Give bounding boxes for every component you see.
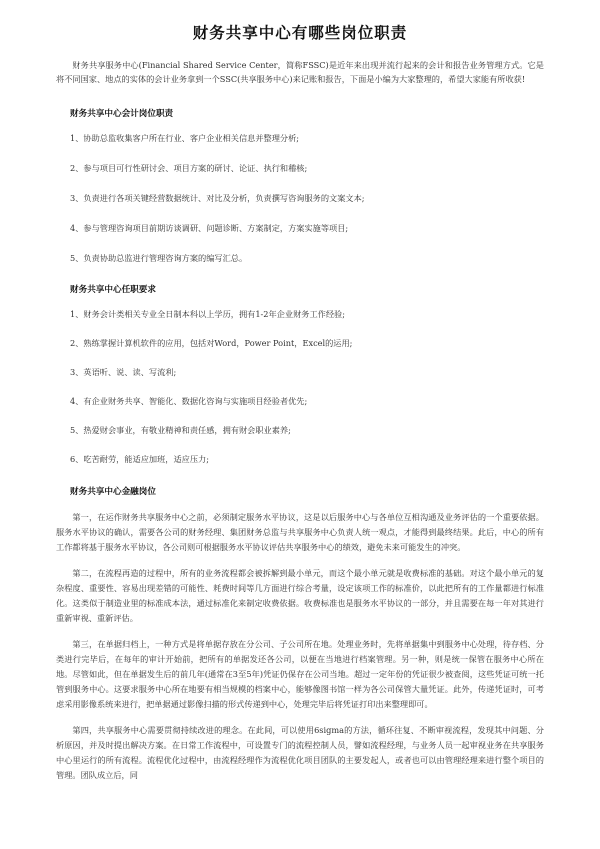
page-title: 财务共享中心有哪些岗位职责 [192,24,408,42]
requirements-list [56,309,544,464]
section-heading-finance-position: 财务共享中心金融岗位 [70,487,156,497]
list-item: 4、参与管理咨询项目前期访谈调研、问题诊断、方案制定，方案实施等项目; [70,223,349,233]
body-paragraph: 第三，在单据归档上，一种方式是将单据存放在分公司、子公司所在地。处理业务时，先将单据集中到服务中心处理，待存档、分类进行完毕后，在每年的审计开始前，把所有的单据发还各公司，以便在当地进行档案管理。另一种，则是统一保管在服务中心所在地。尽管如此，但在单据发生后的前几年(通常在3至5年)凭证仍保存在公司当地。超过一定年份的凭证很少被查阅，这些凭证可统一托管到服务中心。这要求服务中心所在地要有相当规模的档案中心，能够像图书馆一样为各公司保管大量凭证。此外，传递凭证时，可考虑采用影像系统来进行，把单据通过影像扫描的形式传递到中心，处理完毕后将凭证打印出来整理即可。 [56,639,544,709]
list-item: 1、协助总监收集客户所在行业、客户企业相关信息并整理分析; [70,133,300,143]
list-item: 5、热爱财会事业，有敬业精神和责任感，拥有财会职业素养; [70,425,291,435]
list-item: 2、参与项目可行性研讨会、项目方案的研讨、论证、执行和稽核; [70,163,308,173]
section-heading-accounting-duties: 财务共享中心会计岗位职责 [70,109,174,119]
body-paragraph: 第二，在流程再造的过程中，所有的业务流程都会被拆解到最小单元，而这个最小单元就是收费标准的基础。对这个最小单元的复杂程度、重要性、容易出现差错的可能性、耗费时间等几方面进行综合考量，设定该项工作的标准价，以此把所有的工作量都进行标准化。这类似于制造业里的标准成本法，通过标准化来制定收费依据。收费标准也是服务水平协议的一部分，并且需要在每一年对其进行重新审视、重新评估。 [56,568,544,623]
list-item: 3、英语听、说、读、写流利; [70,367,177,377]
list-item: 1、财务会计类相关专业全日制本科以上学历，拥有1-2年企业财务工作经验; [70,309,345,319]
list-item: 3、负责进行各项关键经营数据统计、对比及分析，负责撰写咨询服务的文案文本; [70,193,365,203]
accounting-duties-list [56,133,544,263]
intro-paragraph: 财务共享服务中心(Financial Shared Service Center，简称FSSC)是近年来出现并流行起来的会计和报告业务管理方式。它是将不同国家、地点的实体的会计业务拿到一个SSC(共享服务中心)来记账和报告，下面是小编为大家整理的，希望大家能有所收获! [56,60,544,84]
list-item: 5、负责协助总监进行管理咨询方案的编写汇总。 [70,253,248,263]
list-item: 2、熟练掌握计算机软件的应用，包括对Word，Power Point，Excel的运用; [70,338,353,348]
body-paragraph: 第一，在运作财务共享服务中心之前，必须制定服务水平协议，这是以后服务中心与各单位互相沟通及业务评估的一个重要依据。服务水平协议的确认，需要各公司的财务经理、集团财务总监与共享服务中心负责人统一观点，才能得到最终结果。此后，中心的所有工作都将基于服务水平协议，各公司则可根据服务水平协议评估共享服务中心的绩效，避免未来可能发生的冲突。 [56,512,544,552]
section-heading-requirements: 财务共享中心任职要求 [70,285,156,295]
list-item: 6、吃苦耐劳，能适应加班，适应压力; [70,454,209,464]
body-paragraph: 第四，共享服务中心需要贯彻持续改进的理念。在此间，可以使用6sigma的方法，循环往复、不断审视流程，发现其中问题、分析原因，并及时提出解决方案。在日常工作流程中，可设置专门的流程控制人员，譬如流程经理，与业务人员一起审视业务在共享服务中心里运行的所有流程。流程优化过程中，由流程经理作为流程优化项目团队的主要发起人，或者也可以由管理经理来进行整个项目的管理。团队成立后，同 [56,725,544,780]
list-item: 4、有企业财务共享、智能化、数据化咨询与实施项目经验者优先; [70,396,308,406]
